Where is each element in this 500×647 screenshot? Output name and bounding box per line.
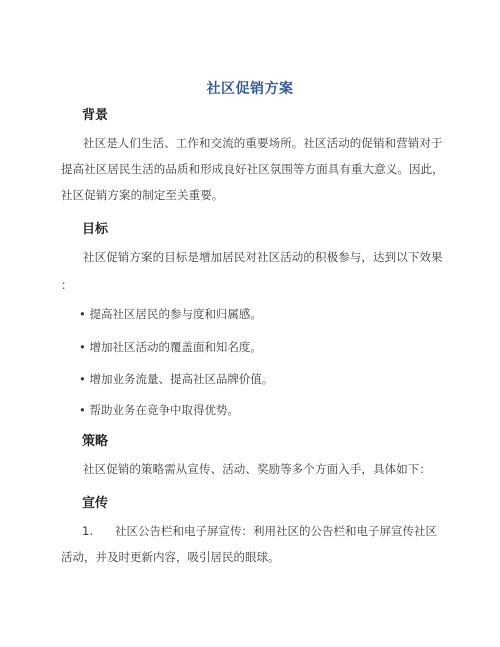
section-heading-background: 背景: [82, 108, 109, 123]
list-item-text: 社区公告栏和电子屏宣传：利用社区的公告栏和电子屏宣传社区活动，并及时更新内容，吸引居民的眼球。: [61, 524, 437, 564]
numbered-list-item: [61, 518, 446, 570]
goal-bullet-item: • 提高社区居民的参与度和归属感。: [79, 307, 262, 321]
document-title: 社区促销方案: [206, 81, 294, 97]
section-heading-goals: 目标: [82, 222, 109, 237]
goal-bullet-item: • 增加业务流量、提高社区品牌价值。: [79, 372, 274, 386]
section-heading-strategy: 策略: [82, 434, 109, 449]
strategy-paragraph: 社区促销的策略需从宣传、活动、奖励等多个方面入手，具体如下：: [83, 462, 431, 476]
section-heading-promotion: 宣传: [82, 496, 109, 511]
background-paragraph: 社区是人们生活、工作和交流的重要场所。社区活动的促销和营销对于提高社区居民生活的品质和形成良好社区氛围等方面具有重大意义。因此，社区促销方案的制定至关重要。: [61, 136, 444, 202]
goal-bullet-item: • 增加社区活动的覆盖面和知名度。: [79, 340, 262, 354]
goal-bullet-item: • 帮助业务在竞争中取得优势。: [79, 403, 239, 417]
goals-paragraph: 社区促销方案的目标是增加居民对社区活动的积极参与，达到以下效果: [83, 250, 443, 264]
goals-colon: ：: [61, 278, 73, 292]
list-item-number: 1.: [82, 524, 93, 538]
